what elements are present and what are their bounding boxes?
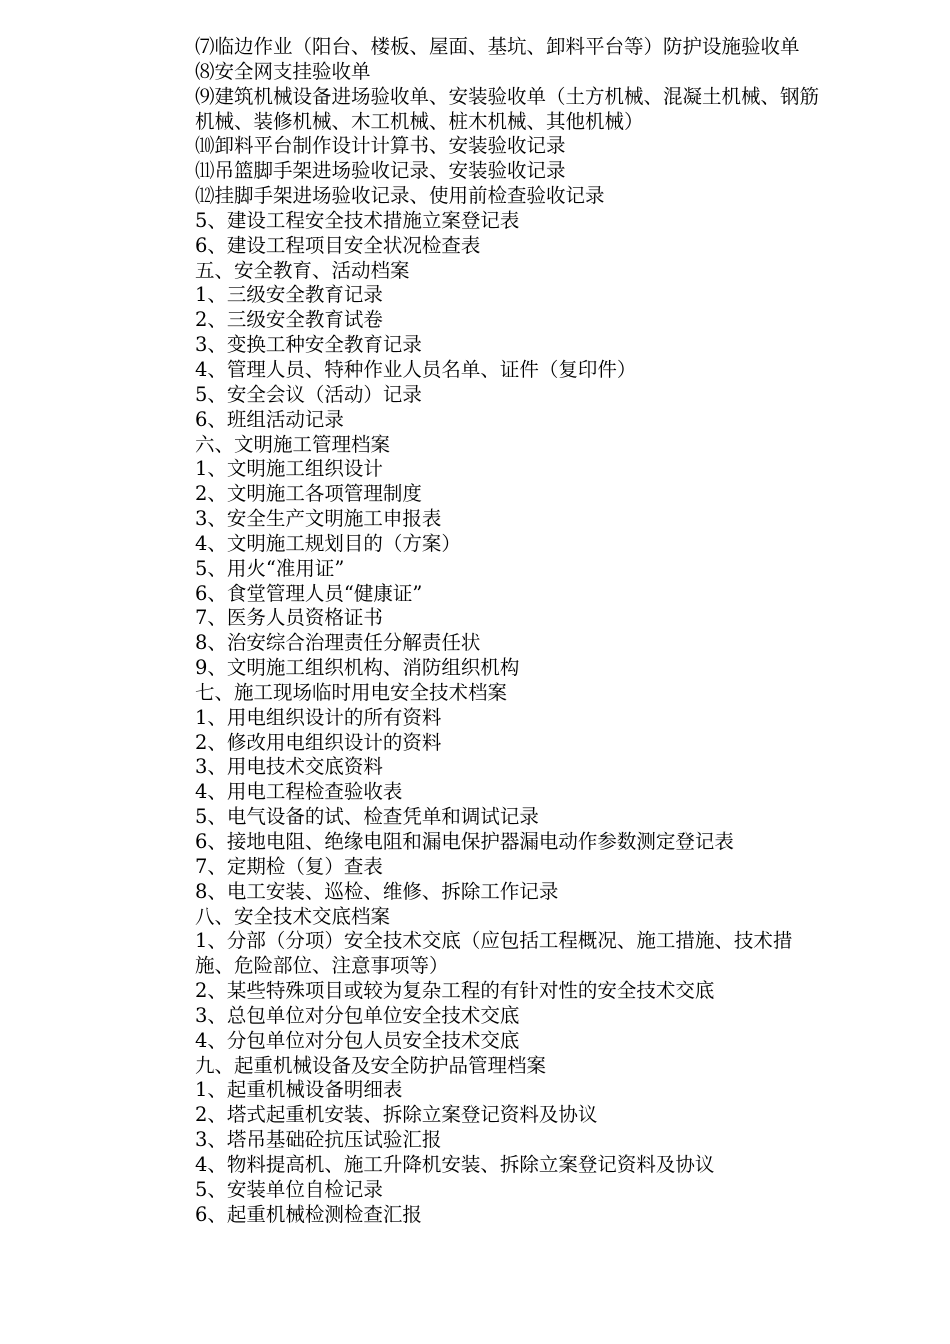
list-item: 2、修改用电组织设计的资料 [195,730,442,754]
list-item: 5、安全会议（活动）记录 [195,382,422,406]
list-item: 1、用电组织设计的所有资料 [195,705,442,729]
list-item: 1、文明施工组织设计 [195,457,383,481]
list-item: ⑿挂脚手架进场验收记录、使用前检查验收记录 [195,184,605,208]
list-item: 6、建设工程项目安全状况检查表 [195,233,481,257]
list-item: 2、三级安全教育试卷 [195,308,383,332]
section-heading: 五、安全教育、活动档案 [195,258,410,282]
list-item: 3、变换工种安全教育记录 [195,333,422,357]
section-heading: 八、安全技术交底档案 [195,904,391,928]
list-item: 4、文明施工规划目的（方案） [195,531,461,555]
list-item: 1、三级安全教育记录 [195,283,383,307]
list-item: 6、食堂管理人员“健康证” [195,581,423,605]
list-item: 7、定期检（复）查表 [195,854,383,878]
list-item: ⑻安全网支挂验收单 [195,59,371,83]
list-item: 8、治安综合治理责任分解责任状 [195,631,481,655]
list-item: 1、分部（分项）安全技术交底（应包括工程概况、施工措施、技术措施、危险部位、注意事项等） [195,929,793,978]
list-item: 5、用火“准用证” [195,556,345,580]
list-item: 4、用电工程检查验收表 [195,780,403,804]
list-item: ⑽卸料平台制作设计计算书、安装验收记录 [195,134,566,158]
document-body [195,35,820,1228]
list-item: 4、物料提高机、施工升降机安装、拆除立案登记资料及协议 [195,1152,715,1176]
list-item: 2、某些特殊项目或较为复杂工程的有针对性的安全技术交底 [195,979,715,1003]
list-item: 2、文明施工各项管理制度 [195,482,422,506]
list-item: 6、起重机械检测检查汇报 [195,1202,422,1226]
section-heading: 九、起重机械设备及安全防护品管理档案 [195,1053,547,1077]
list-item: 5、建设工程安全技术措施立案登记表 [195,208,520,232]
list-item: 4、管理人员、特种作业人员名单、证件（复印件） [195,357,637,381]
section-heading: 七、施工现场临时用电安全技术档案 [195,680,508,704]
list-item: 3、安全生产文明施工申报表 [195,507,442,531]
list-item: 8、电工安装、巡检、维修、拆除工作记录 [195,879,559,903]
list-item: 6、班组活动记录 [195,407,344,431]
list-item: ⑼建筑机械设备进场验收单、安装验收单（土方机械、混凝土机械、钢筋机械、装修机械、木工机械、桩木机械、其他机械） [195,84,820,133]
list-item: 7、医务人员资格证书 [195,606,383,630]
list-item: 1、起重机械设备明细表 [195,1078,403,1102]
list-item: 5、电气设备的试、检查凭单和调试记录 [195,805,539,829]
list-item: 4、分包单位对分包人员安全技术交底 [195,1028,520,1052]
list-item: 6、接地电阻、绝缘电阻和漏电保护器漏电动作参数测定登记表 [195,830,734,853]
list-item: 5、安装单位自检记录 [195,1177,383,1201]
list-item: 2、塔式起重机安装、拆除立案登记资料及协议 [195,1103,598,1127]
list-item: 3、塔吊基础砼抗压试验汇报 [195,1128,442,1152]
section-heading: 六、文明施工管理档案 [195,432,391,456]
list-item: ⑾吊篮脚手架进场验收记录、安装验收记录 [195,159,566,183]
list-item: ⑺临边作业（阳台、楼板、屋面、基坑、卸料平台等）防护设施验收单 [195,35,800,58]
list-item: 3、用电技术交底资料 [195,755,383,779]
list-item: 9、文明施工组织机构、消防组织机构 [195,656,520,680]
list-item: 3、总包单位对分包单位安全技术交底 [195,1003,520,1027]
